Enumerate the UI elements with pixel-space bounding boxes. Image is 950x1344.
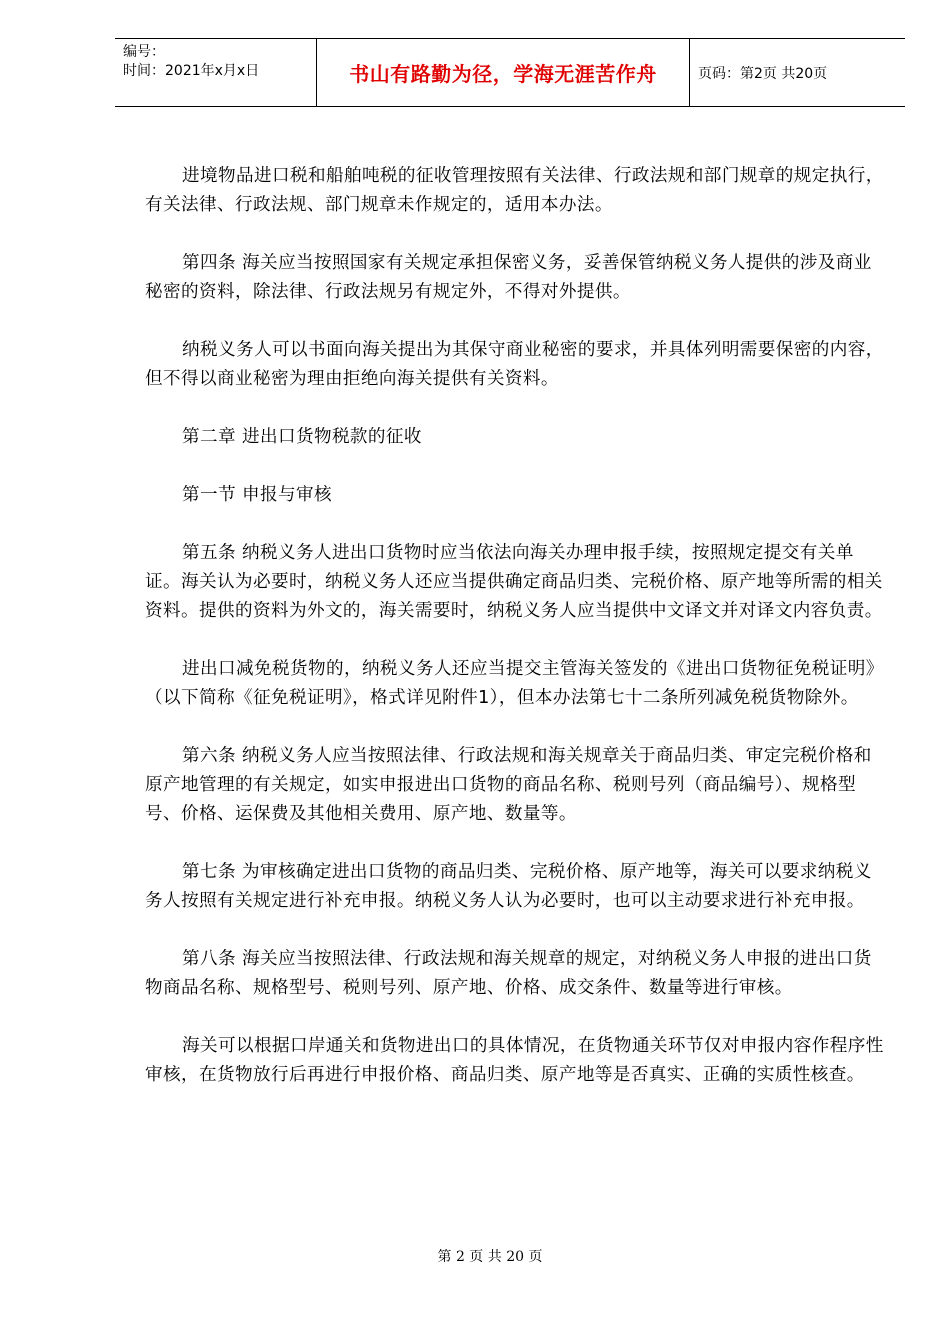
paragraph: 纳税义务人可以书面向海关提出为其保守商业秘密的要求，并具体列明需要保密的内容，但不得以商业秘密为理由拒绝向海关提供有关资料。 [145,340,884,389]
time-label: 时间：2021年x月x日 [123,63,260,79]
paragraph: 海关可以根据口岸通关和货物进出口的具体情况，在货物通关环节仅对申报内容作程序性审核，在货物放行后再进行申报价格、商品归类、原产地等是否真实、正确的实质性核查。 [145,1036,884,1085]
page-footer: 第 2 页 共 20 页 [437,1249,543,1265]
paragraph: 进出口减免税货物的，纳税义务人还应当提交主管海关签发的《进出口货物征免税证明》（以下简称《征免税证明》，格式详见附件1），但本办法第七十二条所列减免税货物除外。 [145,659,884,708]
header-meta [115,39,317,106]
article-7: 第七条 为审核确定进出口货物的商品归类、完税价格、原产地等，海关可以要求纳税义务人按照有关规定进行补充申报。纳税义务人认为必要时，也可以主动要求进行补充申报。 [145,862,872,911]
article-6: 第六条 纳税义务人应当按照法律、行政法规和海关规章关于商品归类、审定完税价格和原产地管理的有关规定，如实申报进出口货物的商品名称、税则号列（商品编号）、规格型号、价格、运保费及其他相关费用、原产地、数量等。 [145,746,872,824]
code-label: 编号： [123,44,165,60]
article-4: 第四条 海关应当按照国家有关规定承担保密义务，妥善保管纳税义务人提供的涉及商业秘密的资料，除法律、行政法规另有规定外，不得对外提供。 [145,253,872,302]
chapter-heading: 第二章 进出口货物税款的征收 [182,427,422,447]
section-heading: 第一节 申报与审核 [182,485,332,505]
header-motto: 书山有路勤为径，学海无涯苦作舟 [317,39,690,106]
document-body [145,162,885,1119]
document-header [115,38,905,107]
article-5: 第五条 纳税义务人进出口货物时应当依法向海关办理申报手续，按照规定提交有关单证。海关认为必要时，纳税义务人还应当提供确定商品归类、完税价格、原产地等所需的相关资料。提供的资料为外文的，海关需要时，纳税义务人应当提供中文译文并对译文内容负责。 [145,543,883,621]
paragraph: 进境物品进口税和船舶吨税的征收管理按照有关法律、行政法规和部门规章的规定执行，有关法律、行政法规、部门规章未作规定的，适用本办法。 [145,166,884,215]
article-8: 第八条 海关应当按照法律、行政法规和海关规章的规定，对纳税义务人申报的进出口货物商品名称、规格型号、税则号列、原产地、价格、成交条件、数量等进行审核。 [145,949,872,998]
header-page-info: 页码：第2页 共20页 [698,65,828,82]
